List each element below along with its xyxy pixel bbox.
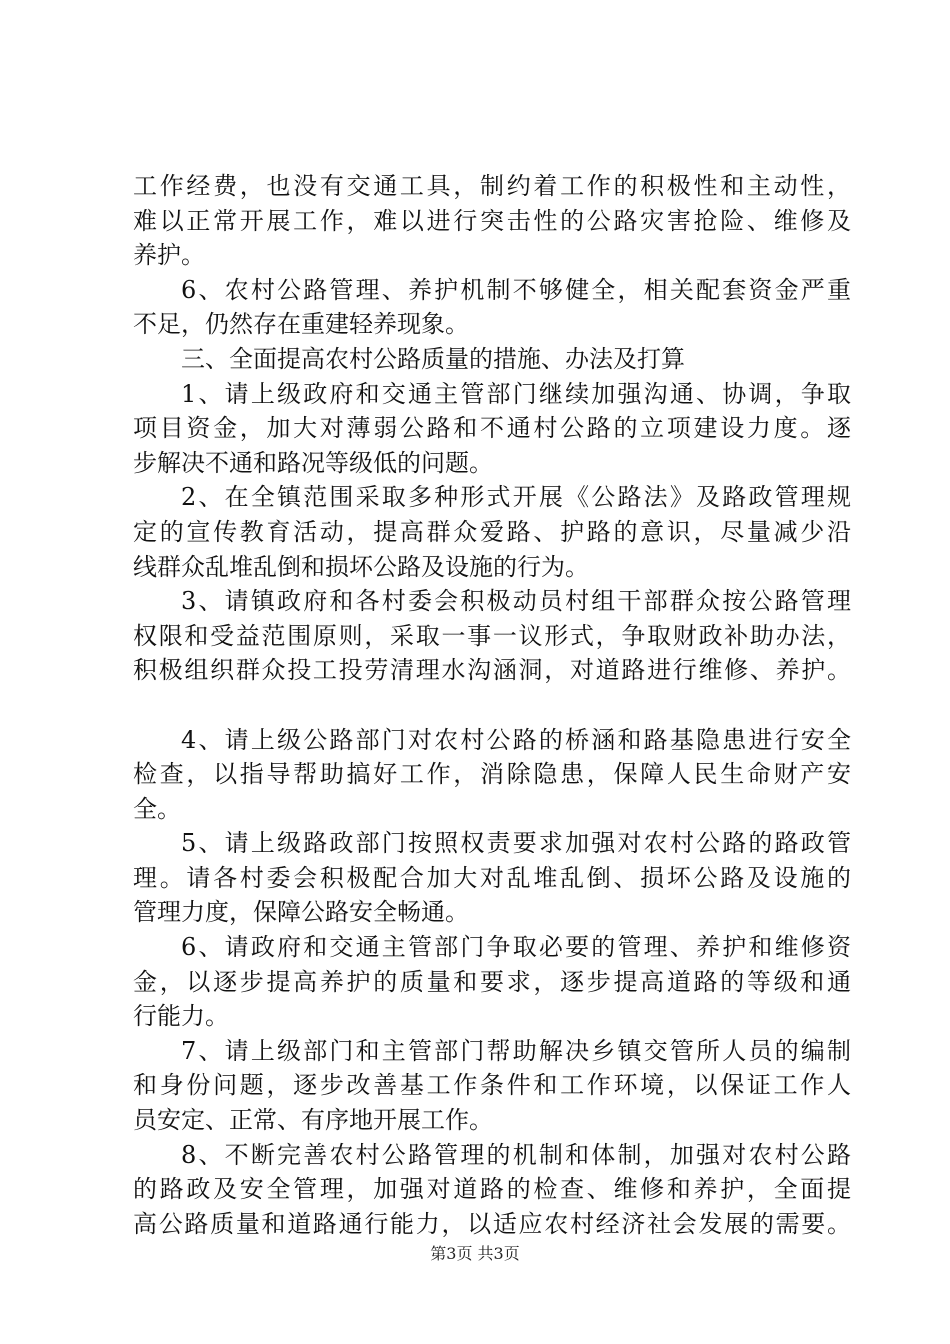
paragraph-measure-8 bbox=[133, 1138, 851, 1242]
paragraph-continued bbox=[133, 169, 851, 273]
text-line: 6、农村公路管理、养护机制不够健全，相关配套资金严重 bbox=[181, 275, 851, 304]
text-line: 检查，以指导帮助搞好工作，消除隐患，保障人民生命财产安 bbox=[133, 760, 851, 789]
page-footer: 第3页 共3页 bbox=[430, 1244, 520, 1263]
paragraph-measure-5 bbox=[133, 826, 851, 930]
text-line: 金，以逐步提高养护的质量和要求，逐步提高道路的等级和通 bbox=[133, 967, 851, 996]
paragraph-measure-2 bbox=[133, 480, 851, 584]
text-line: 管理力度，保障公路安全畅通。 bbox=[133, 898, 469, 927]
paragraph-problem-6 bbox=[133, 273, 851, 342]
section-heading bbox=[133, 342, 851, 377]
text-line: 理。请各村委会积极配合加大对乱堆乱倒、损坏公路及设施的 bbox=[133, 863, 851, 892]
text-line: 5、请上级路政部门按照权责要求加强对农村公路的路政管 bbox=[181, 829, 851, 858]
text-line: 员安定、正常、有序地开展工作。 bbox=[133, 1106, 493, 1135]
paragraph-measure-6 bbox=[133, 930, 851, 1034]
text-line: 线群众乱堆乱倒和损坏公路及设施的行为。 bbox=[133, 552, 589, 581]
text-line: 全。 bbox=[133, 794, 181, 823]
text-line: 7、请上级部门和主管部门帮助解决乡镇交管所人员的编制 bbox=[181, 1036, 851, 1065]
paragraph-measure-3 bbox=[133, 584, 851, 688]
text-line: 和身份问题，逐步改善基工作条件和工作环境，以保证工作人 bbox=[133, 1071, 851, 1100]
text-line: 积极组织群众投工投劳清理水沟涵洞，对道路进行维修、养护。 bbox=[133, 656, 851, 685]
text-line: 6、请政府和交通主管部门争取必要的管理、养护和维修资 bbox=[181, 933, 851, 962]
heading-text: 三、全面提高农村公路质量的措施、办法及打算 bbox=[181, 344, 685, 373]
text-line: 难以正常开展工作，难以进行突击性的公路灾害抢险、维修及 bbox=[133, 206, 851, 235]
blank-line bbox=[133, 688, 851, 723]
text-line: 8、不断完善农村公路管理的机制和体制，加强对农村公路 bbox=[181, 1140, 851, 1169]
text-line: 1、请上级政府和交通主管部门继续加强沟通、协调，争取 bbox=[181, 379, 851, 408]
text-line: 3、请镇政府和各村委会积极动员村组干部群众按公路管理 bbox=[181, 587, 851, 616]
text-line: 不足，仍然存在重建轻养现象。 bbox=[133, 310, 469, 339]
text-line: 2、在全镇范围采取多种形式开展《公路法》及路政管理规 bbox=[181, 483, 851, 512]
paragraph-measure-4 bbox=[133, 723, 851, 827]
text-line: 工作经费，也没有交通工具，制约着工作的积极性和主动性， bbox=[133, 172, 851, 200]
document-body bbox=[133, 169, 851, 1241]
paragraph-measure-7 bbox=[133, 1034, 851, 1138]
text-line: 养护。 bbox=[133, 241, 205, 270]
text-line: 步解决不通和路况等级低的问题。 bbox=[133, 448, 493, 477]
text-line: 高公路质量和道路通行能力，以适应农村经济社会发展的需要。 bbox=[133, 1209, 851, 1238]
text-line: 权限和受益范围原则，采取一事一议形式，争取财政补助办法， bbox=[133, 621, 851, 650]
text-line: 项目资金，加大对薄弱公路和不通村公路的立项建设力度。逐 bbox=[133, 414, 851, 443]
paragraph-measure-1 bbox=[133, 377, 851, 481]
text-line: 4、请上级公路部门对农村公路的桥涵和路基隐患进行安全 bbox=[181, 725, 851, 754]
text-line: 的路政及安全管理，加强对道路的检查、维修和养护，全面提 bbox=[133, 1175, 851, 1204]
text-line: 行能力。 bbox=[133, 1002, 229, 1031]
text-line: 定的宣传教育活动，提高群众爱路、护路的意识，尽量减少沿 bbox=[133, 517, 851, 546]
